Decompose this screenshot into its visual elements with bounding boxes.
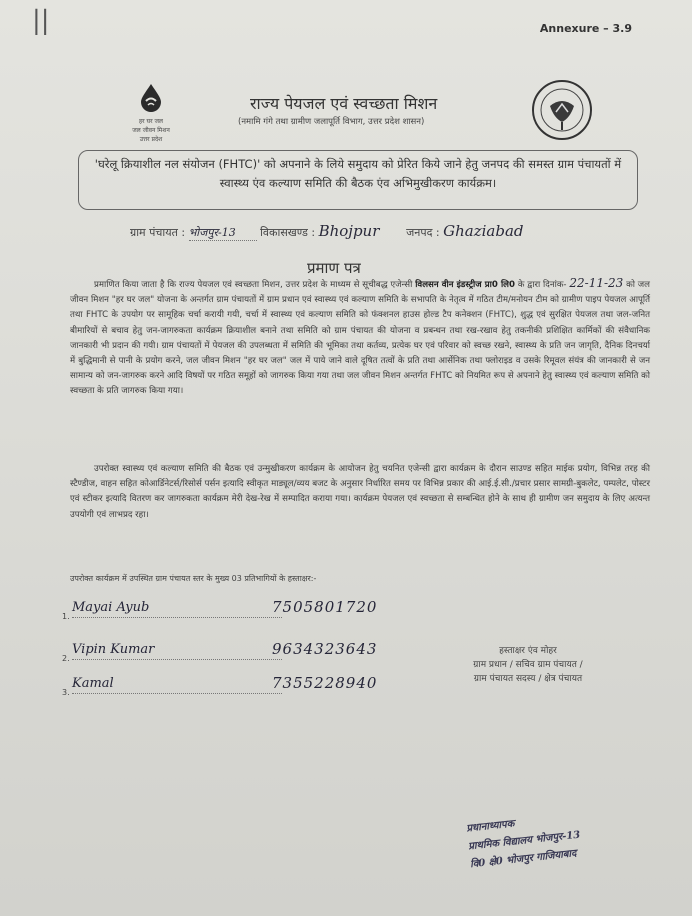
org-title: राज्य पेयजल एवं स्वच्छता मिशन: [250, 94, 438, 113]
signatory-row: [62, 642, 462, 668]
signatory-name: Vipin Kumar: [72, 642, 282, 660]
block-value: Bhojpur: [318, 222, 380, 240]
har-ghar-jal-logo: [128, 82, 174, 143]
program-title-box: 'घरेलू क्रियाशील नल संयोजन (FHTC)' को अपनाने के लिये समुदाय को प्रेरित किये जाने हेतु जनपद की समस्त ग्राम पंचायतों में स्वास्थ्य एंव कल्याण समिति की बैठक एंव अभिमुखीकरण कार्यक्रम।: [78, 150, 638, 210]
certificate-paragraph-1: [70, 276, 650, 400]
up-govt-emblem: [530, 78, 594, 142]
district-label: जनपद :: [406, 226, 440, 239]
signatory-phone: 7505801720: [272, 598, 378, 616]
stamp-line-2: प्राथमिक विद्यालय भोजपुर-13: [467, 829, 581, 853]
sign-role-line-2: ग्राम पंचायत सदस्य / क्षेत्र पंचायत: [473, 674, 583, 684]
signatory-row: [62, 600, 462, 626]
certificate-title: प्रमाण पत्र: [307, 259, 361, 277]
para1-text-2: के द्वारा दिनांक-: [517, 280, 567, 290]
agency-name: विलसन वीन इंडस्ट्रीज प्रा0 लि0: [415, 280, 515, 290]
water-drop-icon: [136, 82, 166, 112]
org-subtitle: (नमामि गंगे तथा ग्रामीण जलापूर्ति विभाग, उत्तर प्रदेश शासन): [238, 117, 425, 127]
gp-label: ग्राम पंचायत :: [130, 226, 186, 239]
stamp-line-3: वि0 क्षे0 भोजपुर गाजियाबाद: [469, 848, 577, 871]
gp-value: भोजपुर-13: [189, 225, 257, 241]
logo-tagline-1: हर घर जल: [139, 118, 163, 125]
para1-text-3: को जल जीवन मिशन "हर घर जल" योजना के अन्तर्गत ग्राम पंचायतों में ग्राम प्रधान एवं स्वास्थ्य एवं कल्याण समिति के सभापति के नेतृत्व में गठित टीम/मनोयन टीम को ग्रामीण पाइप पेयजल आपूर्ति तथा FHTC के उपयोग पर सामूहिक चर्चा करायी गयी, चर्चा में स्वास्थ्य एवं कल्याण समिति को फंक्शनल हाउस होल्ड टैप कनेक्शन (FHTC), शुद्ध एवं सुरक्षित पेयजल तथा जल-जनित बीमारियों से बचाव हेतु जन-जागरुकता कार्यक्रम क्रियाशील बनाने तथा समिति को ग्राम पंचायत की योजना व प्रबन्धन तथा रख-रखाव हेतु तकनीकी प्रशिक्षित कार्मिकों की संवैधानिक जानकारी भी प्रदान की गयी। ग्राम पंचायतों में पेयजल की उपलब्धता में समिति की भूमिका तथा कर्तव्य, प्रत्येक घर एवं परिवार को स्वच्छ रखने, स्वास्थ्य के प्रति जन जागृति, दैनिक दिनचर्या में बुद्धिमानी से पानी के प्रयोग करने, जल जीवन मिशन "हर घर जल" जल में पाये जाने वाले दूषित तत्वों के प्रति तथा आर्सेनिक तथा फ्लोराइड व उसके रिमूवल संयंत्र की जानकारी से जन सामान्य को जन-जागरुक करने आदि विषयों पर गठित समूहों को जागरुक किया गया तथा जल जीवन मिशन अन्तर्गत FHTC को नियमित रूप से अपनाने हेतु स्वास्थ्य एवं कल्याण समिति को स्वच्छता के प्रति जागरुक किया गया।: [70, 280, 651, 397]
block-label: विकासखण्ड :: [260, 226, 316, 239]
stamp-line-1: प्रधानाध्यापक: [465, 818, 515, 835]
para1-text-1: प्रमाणित किया जाता है कि राज्य पेयजल एवं स्वच्छता मिशन, उत्तर प्रदेश के माध्यम से सूचीबद्ध एजेन्सी: [94, 280, 413, 290]
emblem-icon: [530, 78, 594, 142]
district-value: Ghaziabad: [443, 222, 524, 240]
gram-panchayat-line: [130, 222, 524, 241]
signatory-phone: 7355228940: [272, 674, 378, 692]
signatory-name: Mayai Ayub: [72, 600, 282, 618]
logo-tagline-3: उत्तर प्रदेश: [139, 136, 163, 143]
signatory-number: 1.: [62, 612, 70, 621]
signatories-heading: उपरोक्त कार्यक्रम में उपस्थित ग्राम पंचायत स्तर के मुख्य 03 प्रतिभागियों के हस्ताक्षर:-: [70, 574, 317, 583]
certificate-paragraph-2: उपरोक्त स्वास्थ्य एवं कल्याण समिति की बैठक एवं उन्मुखीकरण कार्यक्रम के आयोजन हेतु चयनित एजेन्सी द्वारा कार्यक्रम के दौरान साउण्ड सहित माईक प्रयोग, विभिन्न तरह की स्टैण्डीज, वाहन सहित कोआर्डिनेटर्स/रिसोर्स पर्सन इत्यादि स्वीकृत माड्यूल/व्यय बजट के अनुसार निर्धारित समय पर विभिन्न प्रकार की आई.ई.सी./प्रचार प्रसार सामग्री-बुकलेट, पम्पलेट, पोस्टर एवं स्टीकर इत्यादि वितरण कर जागरुकता कार्यक्रम मेरी देख-रेख में सम्पादित कराया गया। कार्यक्रम पेयजल एवं स्वच्छता से सम्बन्धित होने के साथ ही ग्रामीण जन समुदाय के लिए अत्यन्त उपयोगी एवं लाभप्रद रहा।: [70, 464, 650, 520]
program-date: 22-11-23: [569, 276, 624, 290]
signatory-number: 2.: [62, 654, 70, 663]
signatory-number: 3.: [62, 688, 70, 697]
handwritten-mark: ||: [32, 6, 50, 36]
annexure-label: Annexure – 3.9: [539, 22, 632, 35]
headmaster-stamp: [466, 804, 631, 874]
sign-role-line-1: ग्राम प्रधान / सचिव ग्राम पंचायत /: [473, 660, 583, 670]
logo-tagline-2: जल जीवन मिशन: [132, 127, 170, 134]
signatory-row: [62, 676, 462, 702]
sign-seal-label: हस्ताक्षर एंव मोहर: [499, 646, 557, 656]
authority-sign-block: [428, 644, 628, 686]
signatory-name: Kamal: [72, 676, 282, 694]
signatory-phone: 9634323643: [272, 640, 378, 658]
